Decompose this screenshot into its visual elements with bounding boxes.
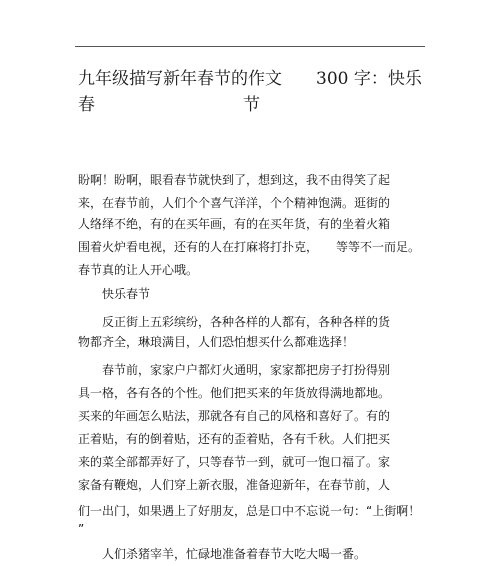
body-line-3: 人络绎不绝，有的在买年画，有的在买年货，有的坐着火箱 — [78, 217, 391, 231]
body-line-11: 买来的年画怎么贴法，那就各有自己的风格和喜好了。有的 — [78, 409, 391, 423]
section-heading: 快乐春节 — [78, 287, 151, 301]
body-line-2: 来，在春节前，人们个个喜气洋洋，个个精神饱满。逛街的 — [78, 196, 391, 210]
body-line-16: ” — [78, 522, 85, 536]
body-line-5: 春节真的让人开心哦。 — [78, 263, 199, 277]
document-title-line-2: 节 — [243, 95, 260, 115]
body-line-15: 们一出门，如果遇上了好朋友，总是口中不忘说一句：“上街啊！ — [78, 504, 421, 518]
body-line-10: 具一格，各有各的个性。他们把买来的年货放得满地都地。 — [78, 386, 391, 400]
body-line-1: 盼啊！盼啊，眼看春节就快到了，想到这，我不由得笑了起 — [78, 173, 391, 187]
body-line-17: 人们杀猪宰羊，忙碌地准备着春节大吃大喝一番。 — [78, 547, 367, 561]
body-line-13: 来的菜全部都弄好了，只等春节一到，就可一饱口福了。家 — [78, 455, 391, 469]
body-line-14: 家备有鞭炮，人们穿上新衣服，准备迎新年，在春节前，人 — [78, 478, 391, 492]
body-line-7: 反正街上五彩缤纷，各种各样的人都有，各种各样的货 — [78, 315, 391, 329]
header-rule — [75, 46, 425, 47]
body-line-9: 春节前，家家户户都灯火通明，家家都把房子打扮得别 — [78, 363, 391, 377]
body-line-12: 正着贴，有的倒着贴，还有的歪着贴，各有千秋。人们把买 — [78, 432, 391, 446]
body-line-4: 围着火炉看电视，还有的人在打麻将打扑克， 等等不一而足。 — [78, 240, 421, 254]
document-title-line-1: 九年级描写新年春节的作文 300 字：快乐春 — [78, 69, 422, 115]
body-line-8: 物都齐全，琳琅满目，人们恐怕想买什么都难选择！ — [78, 335, 355, 349]
